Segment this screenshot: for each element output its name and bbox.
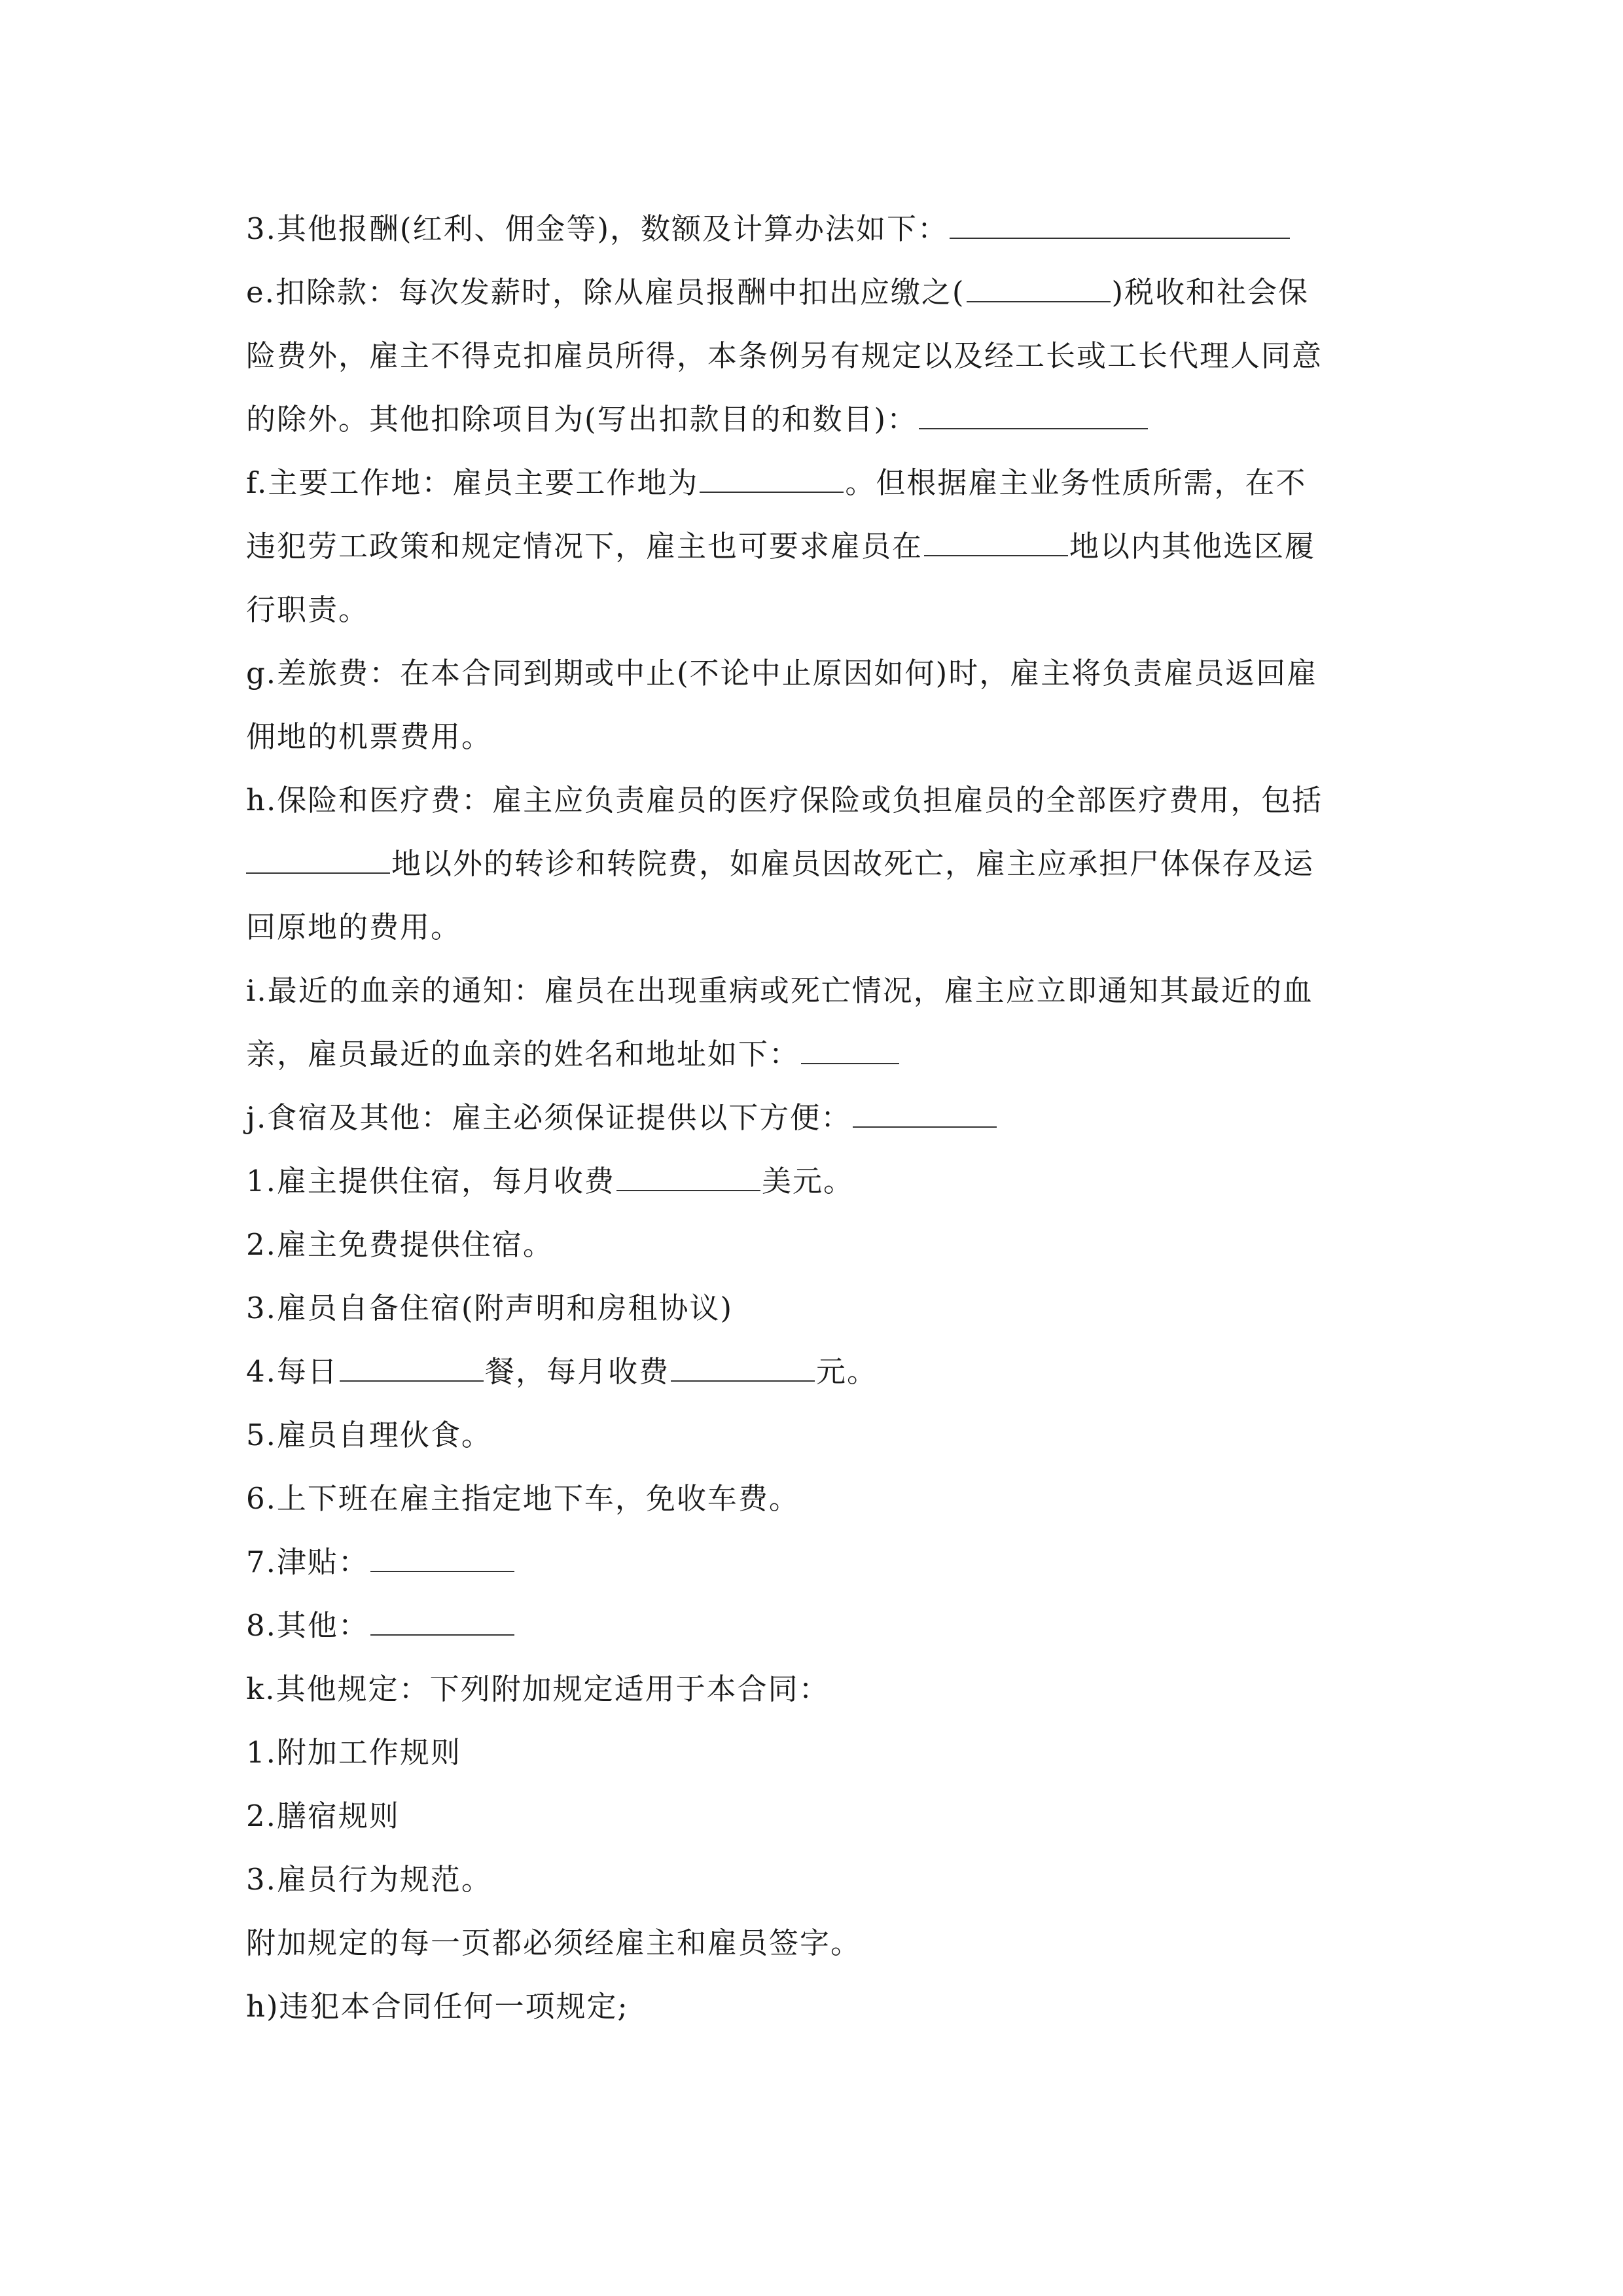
line-text: 行职责。 bbox=[246, 592, 370, 627]
text-line bbox=[246, 463, 1385, 503]
text-line bbox=[246, 209, 1385, 249]
fill-blank[interactable] bbox=[950, 211, 1290, 239]
line-text: 6.上下班在雇主指定地下车，免收车费。 bbox=[246, 1481, 800, 1516]
fill-blank[interactable] bbox=[919, 402, 1148, 429]
fill-blank[interactable] bbox=[853, 1100, 997, 1128]
line-text: 附加规定的每一页都必须经雇主和雇员签字。 bbox=[246, 1926, 862, 1960]
line-text: 1.附加工作规则 bbox=[246, 1735, 461, 1770]
line-text: f.主要工作地：雇员主要工作地为 bbox=[246, 465, 699, 500]
line-text: 美元。 bbox=[761, 1164, 854, 1198]
text-line bbox=[246, 844, 1385, 884]
text-line bbox=[246, 717, 1385, 757]
text-line bbox=[246, 1543, 1385, 1582]
text-line bbox=[246, 1606, 1385, 1645]
text-line bbox=[246, 1225, 1385, 1265]
line-text: )税收和社会保 bbox=[1111, 275, 1310, 310]
fill-blank[interactable] bbox=[370, 1608, 514, 1636]
text-line bbox=[246, 527, 1385, 566]
line-text: e.扣除款：每次发薪时，除从雇员报酬中扣出应缴之( bbox=[246, 275, 965, 310]
line-text: 元。 bbox=[815, 1354, 878, 1389]
text-line bbox=[246, 1987, 1385, 2026]
fill-blank[interactable] bbox=[967, 275, 1111, 302]
text-line bbox=[246, 1479, 1385, 1518]
text-line bbox=[246, 1289, 1385, 1328]
line-text: j.食宿及其他：雇主必须保证提供以下方便： bbox=[246, 1100, 852, 1135]
text-line bbox=[246, 400, 1385, 439]
text-line bbox=[246, 1035, 1385, 1074]
text-line bbox=[246, 1416, 1385, 1455]
text-line bbox=[246, 1860, 1385, 1899]
line-text: 险费外，雇主不得克扣雇员所得，本条例另有规定以及经工长或工长代理人同意 bbox=[246, 338, 1323, 373]
fill-blank[interactable] bbox=[671, 1354, 815, 1382]
text-line bbox=[246, 1733, 1385, 1772]
line-text: 佣地的机票费用。 bbox=[246, 719, 493, 754]
fill-blank[interactable] bbox=[700, 465, 844, 493]
line-text: 3.雇员自备住宿(附声明和房租协议) bbox=[246, 1291, 734, 1325]
line-text: 违犯劳工政策和规定情况下，雇主也可要求雇员在 bbox=[246, 529, 923, 564]
line-text: h)违犯本合同任何一项规定; bbox=[246, 1989, 629, 2024]
line-text: 亲，雇员最近的血亲的姓名和地址如下： bbox=[246, 1037, 800, 1071]
line-text: k.其他规定：下列附加规定适用于本合同： bbox=[246, 1672, 830, 1706]
fill-blank[interactable] bbox=[801, 1037, 899, 1064]
line-text: 地以内其他选区履 bbox=[1069, 529, 1316, 564]
fill-blank[interactable] bbox=[924, 529, 1068, 556]
fill-blank[interactable] bbox=[246, 846, 390, 874]
line-text: 8.其他： bbox=[246, 1608, 369, 1643]
text-line bbox=[246, 336, 1385, 376]
text-line bbox=[246, 781, 1385, 820]
line-text: 7.津贴： bbox=[246, 1545, 369, 1579]
text-line bbox=[246, 1670, 1385, 1709]
text-line bbox=[246, 971, 1385, 1011]
line-text: 5.雇员自理伙食。 bbox=[246, 1418, 492, 1452]
line-text: 回原地的费用。 bbox=[246, 910, 462, 944]
line-text: 餐，每月收费 bbox=[484, 1354, 669, 1389]
line-text: 地以外的转诊和转院费，如雇员因故死亡，雇主应承担尸体保存及运 bbox=[391, 846, 1315, 881]
text-line bbox=[246, 1162, 1385, 1201]
line-text: 的除外。其他扣除项目为(写出扣款目的和数目)： bbox=[246, 402, 918, 437]
text-line bbox=[246, 1924, 1385, 1963]
text-line bbox=[246, 654, 1385, 693]
line-text: 。但根据雇主业务性质所需，在不 bbox=[845, 465, 1307, 500]
text-line bbox=[246, 273, 1385, 312]
line-text: 3.雇员行为规范。 bbox=[246, 1862, 492, 1897]
line-text: 3.其他报酬(红利、佣金等)，数额及计算办法如下： bbox=[246, 211, 949, 246]
text-line bbox=[246, 908, 1385, 947]
line-text: 1.雇主提供住宿，每月收费 bbox=[246, 1164, 615, 1198]
text-line bbox=[246, 1098, 1385, 1138]
line-text: i.最近的血亲的通知：雇员在出现重病或死亡情况，雇主应立即通知其最近的血 bbox=[246, 973, 1313, 1008]
text-line bbox=[246, 1352, 1385, 1391]
line-text: 2.雇主免费提供住宿。 bbox=[246, 1227, 554, 1262]
line-text: g.差旅费：在本合同到期或中止(不论中止原因如何)时，雇主将负责雇员返回雇 bbox=[246, 656, 1318, 691]
fill-blank[interactable] bbox=[340, 1354, 484, 1382]
fill-blank[interactable] bbox=[370, 1545, 514, 1572]
line-text: 4.每日 bbox=[246, 1354, 338, 1389]
line-text: h.保险和医疗费：雇主应负责雇员的医疗保险或负担雇员的全部医疗费用，包括 bbox=[246, 783, 1323, 817]
line-text: 2.膳宿规则 bbox=[246, 1799, 400, 1833]
fill-blank[interactable] bbox=[616, 1164, 760, 1191]
text-line bbox=[246, 1797, 1385, 1836]
text-line bbox=[246, 590, 1385, 630]
